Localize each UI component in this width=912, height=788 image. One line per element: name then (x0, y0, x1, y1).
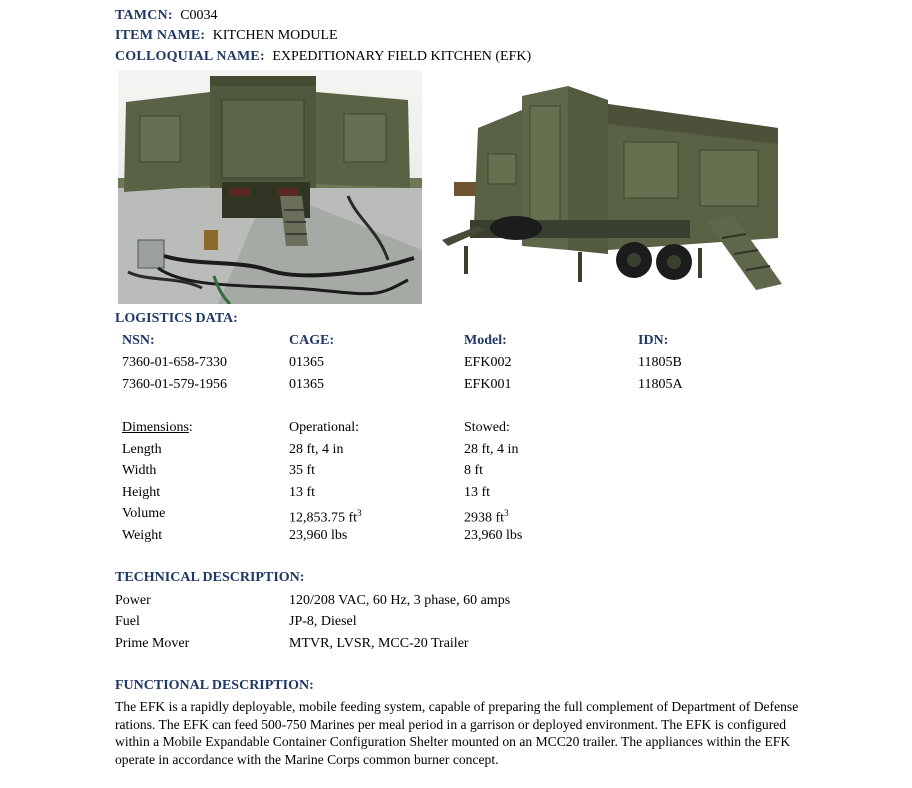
dim-stowed-height: 13 ft (464, 485, 491, 500)
functional-title: FUNCTIONAL DESCRIPTION: (115, 678, 314, 693)
dim-stowed-width: 8 ft (464, 463, 484, 478)
logistics-nsn-2: 7360-01-579-1956 (122, 377, 227, 392)
tamcn-value: C0034 (180, 8, 218, 23)
logistics-header-nsn: NSN: (122, 333, 155, 348)
logistics-model-2: EFK001 (464, 377, 512, 392)
dim-operational-volume-value: 12,853.75 ft (289, 510, 358, 526)
dim-operational-height: 13 ft (289, 485, 316, 500)
dim-name-height: Height (122, 485, 161, 500)
dim-stowed-length: 28 ft, 4 in (464, 442, 519, 457)
dim-name-width: Width (122, 463, 157, 478)
dimensions-stowed-label: Stowed: (464, 420, 510, 435)
logistics-model-1: EFK002 (464, 355, 512, 370)
logistics-header-idn: IDN: (638, 333, 669, 348)
dimensions-label-colon: : (188, 420, 193, 435)
item-name-label: ITEM NAME: (115, 28, 206, 43)
dim-operational-weight: 23,960 lbs (289, 528, 348, 543)
tamcn-label: TAMCN: (115, 8, 173, 23)
technical-title: TECHNICAL DESCRIPTION: (115, 570, 305, 585)
dim-operational-length: 28 ft, 4 in (289, 442, 344, 457)
tamcn-line (115, 6, 218, 26)
item-name-value: KITCHEN MODULE (212, 28, 338, 43)
item-name-line (115, 26, 338, 46)
dim-stowed-weight: 23,960 lbs (464, 528, 523, 543)
tech-name-fuel: Fuel (115, 614, 140, 629)
logistics-nsn-1: 7360-01-658-7330 (122, 355, 227, 370)
colloquial-name-value: EXPEDITIONARY FIELD KITCHEN (EFK) (272, 49, 532, 64)
colloquial-name-label: COLLOQUIAL NAME: (115, 49, 265, 64)
tech-value-power: 120/208 VAC, 60 Hz, 3 phase, 60 amps (289, 593, 511, 608)
tech-name-prime-mover: Prime Mover (115, 636, 190, 651)
logistics-title: LOGISTICS DATA: (115, 311, 238, 326)
dim-operational-volume-exponent: 3 (357, 508, 362, 518)
tech-name-power: Power (115, 593, 151, 608)
dim-name-weight: Weight (122, 528, 163, 543)
tech-value-prime-mover: MTVR, LVSR, MCC-20 Trailer (289, 636, 469, 651)
tech-value-fuel: JP-8, Diesel (289, 614, 357, 629)
colloquial-name-line (115, 47, 531, 67)
logistics-idn-1: 11805B (638, 355, 682, 370)
dimensions-label: Dimensions (122, 420, 189, 435)
efk-deployed-photo (118, 70, 422, 304)
logistics-cage-1: 01365 (289, 355, 324, 370)
functional-description-text: The EFK is a rapidly deployable, mobile feeding system, capable of preparing the full complement of Department of Defense rations. The EFK can feed 500-750 Marines per meal period in a garrison or deployed environment. The EFK is configured within a Mobile Expandable Container Configuration Shelter mounted on an MCC20 trailer. The appliances within the EFK operate in accordance with the Marine Corps common burner concept. (115, 699, 799, 767)
logistics-header-model: Model: (464, 333, 507, 348)
dim-name-volume: Volume (122, 506, 166, 521)
dim-operational-width: 35 ft (289, 463, 316, 478)
dim-stowed-volume-value: 2938 ft (464, 510, 505, 526)
dimensions-heading (122, 417, 193, 438)
logistics-cage-2: 01365 (289, 377, 324, 392)
dim-stowed-volume-exponent: 3 (504, 508, 509, 518)
efk-stowed-photo (438, 70, 786, 304)
logistics-header-cage: CAGE: (289, 333, 335, 348)
logistics-idn-2: 11805A (638, 377, 683, 392)
dimensions-operational-label: Operational: (289, 420, 359, 435)
dim-name-length: Length (122, 442, 162, 457)
